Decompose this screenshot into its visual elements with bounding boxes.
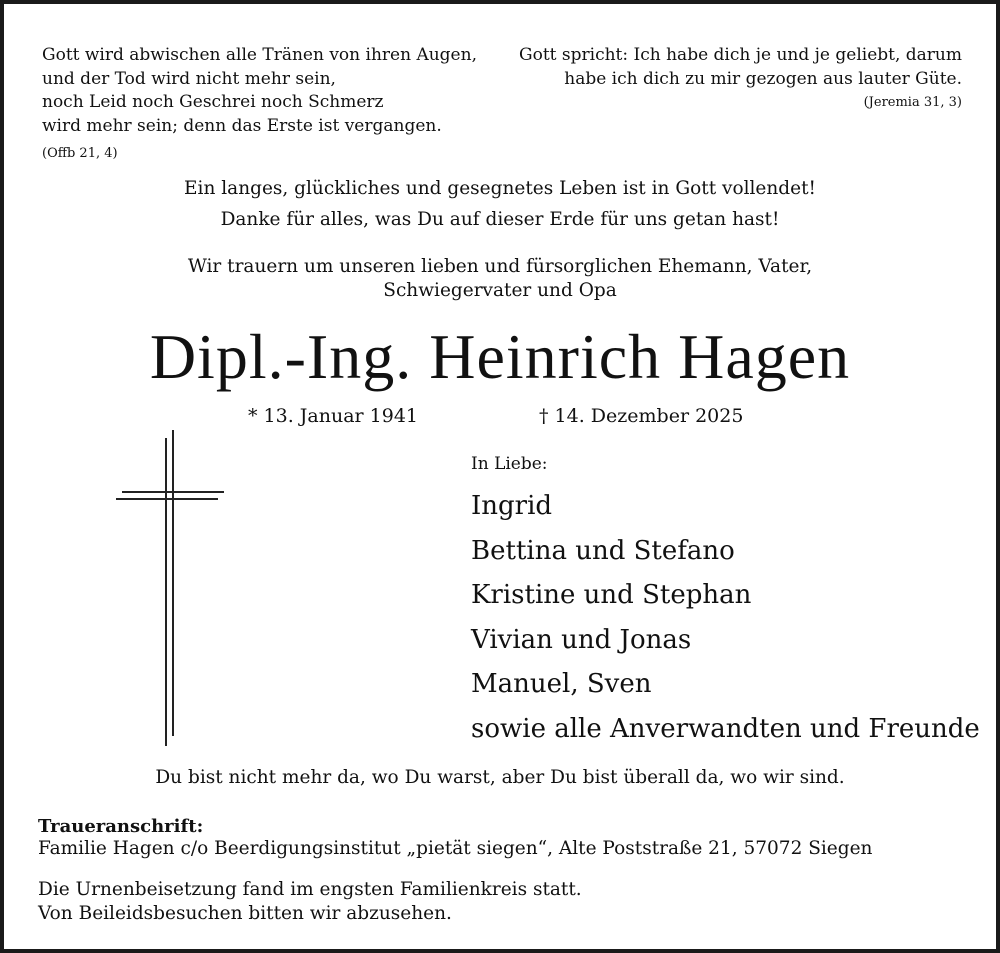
notes [38, 878, 582, 926]
deceased-name: Dipl.-Ing. Heinrich Hagen [149, 321, 851, 392]
verse-right [519, 44, 962, 115]
intro-line-1: Ein langes, glückliches und gesegnetes Leben ist in Gott vollendet! [184, 178, 816, 199]
family-member: Kristine und Stephan [471, 580, 752, 610]
verse-left-line: wird mehr sein; denn das Erste ist vergangen. [42, 115, 442, 136]
mourning-line-1: Wir trauern um unseren lieben und fürsorglichen Ehemann, Vater, [187, 256, 813, 277]
birth-date: * 13. Januar 1941 [248, 405, 419, 427]
family-list [471, 484, 980, 751]
address-text: Familie Hagen c/o Beerdigungsinstitut „pietät siegen“, Alte Poststraße 21, 57072 Siegen [38, 838, 873, 859]
family-member: Bettina und Stefano [471, 535, 735, 566]
verse-right-line: habe ich dich zu mir gezogen aus lauter Güte. [564, 68, 962, 89]
verse-left-reference: (Offb 21, 4) [42, 146, 118, 161]
verse-left-line: Gott wird abwischen alle Tränen von ihren Augen, [42, 45, 477, 65]
family-member: sowie alle Anverwandten und Freunde [471, 713, 980, 744]
verse-left-line: und der Tod wird nicht mehr sein, [42, 68, 336, 89]
mourning-line-2: Schwiegervater und Opa [383, 280, 617, 301]
note-line-2: Von Beileidsbesuchen bitten wir abzusehen. [38, 903, 452, 924]
family-member: Manuel, Sven [471, 669, 652, 699]
verse-right-reference: (Jeremia 31, 3) [863, 95, 962, 110]
closing-quote: Du bist nicht mehr da, wo Du warst, aber Du bist überall da, wo wir sind. [155, 767, 845, 788]
note-line-1: Die Urnenbeisetzung fand im engsten Familienkreis statt. [38, 879, 582, 900]
verse-right-line: Gott spricht: Ich habe dich je und je geliebt, darum [519, 45, 962, 65]
death-date: † 14. Dezember 2025 [539, 405, 744, 427]
family-member: Ingrid [471, 491, 553, 521]
verse-left-line: noch Leid noch Geschrei noch Schmerz [42, 92, 384, 112]
family-member: Vivian und Jonas [471, 624, 692, 655]
verse-left [42, 44, 477, 166]
intro-line-2: Danke für alles, was Du auf dieser Erde für uns getan hast! [220, 209, 780, 230]
family-label: In Liebe: [471, 454, 548, 474]
address-title: Traueranschrift: [38, 816, 204, 837]
